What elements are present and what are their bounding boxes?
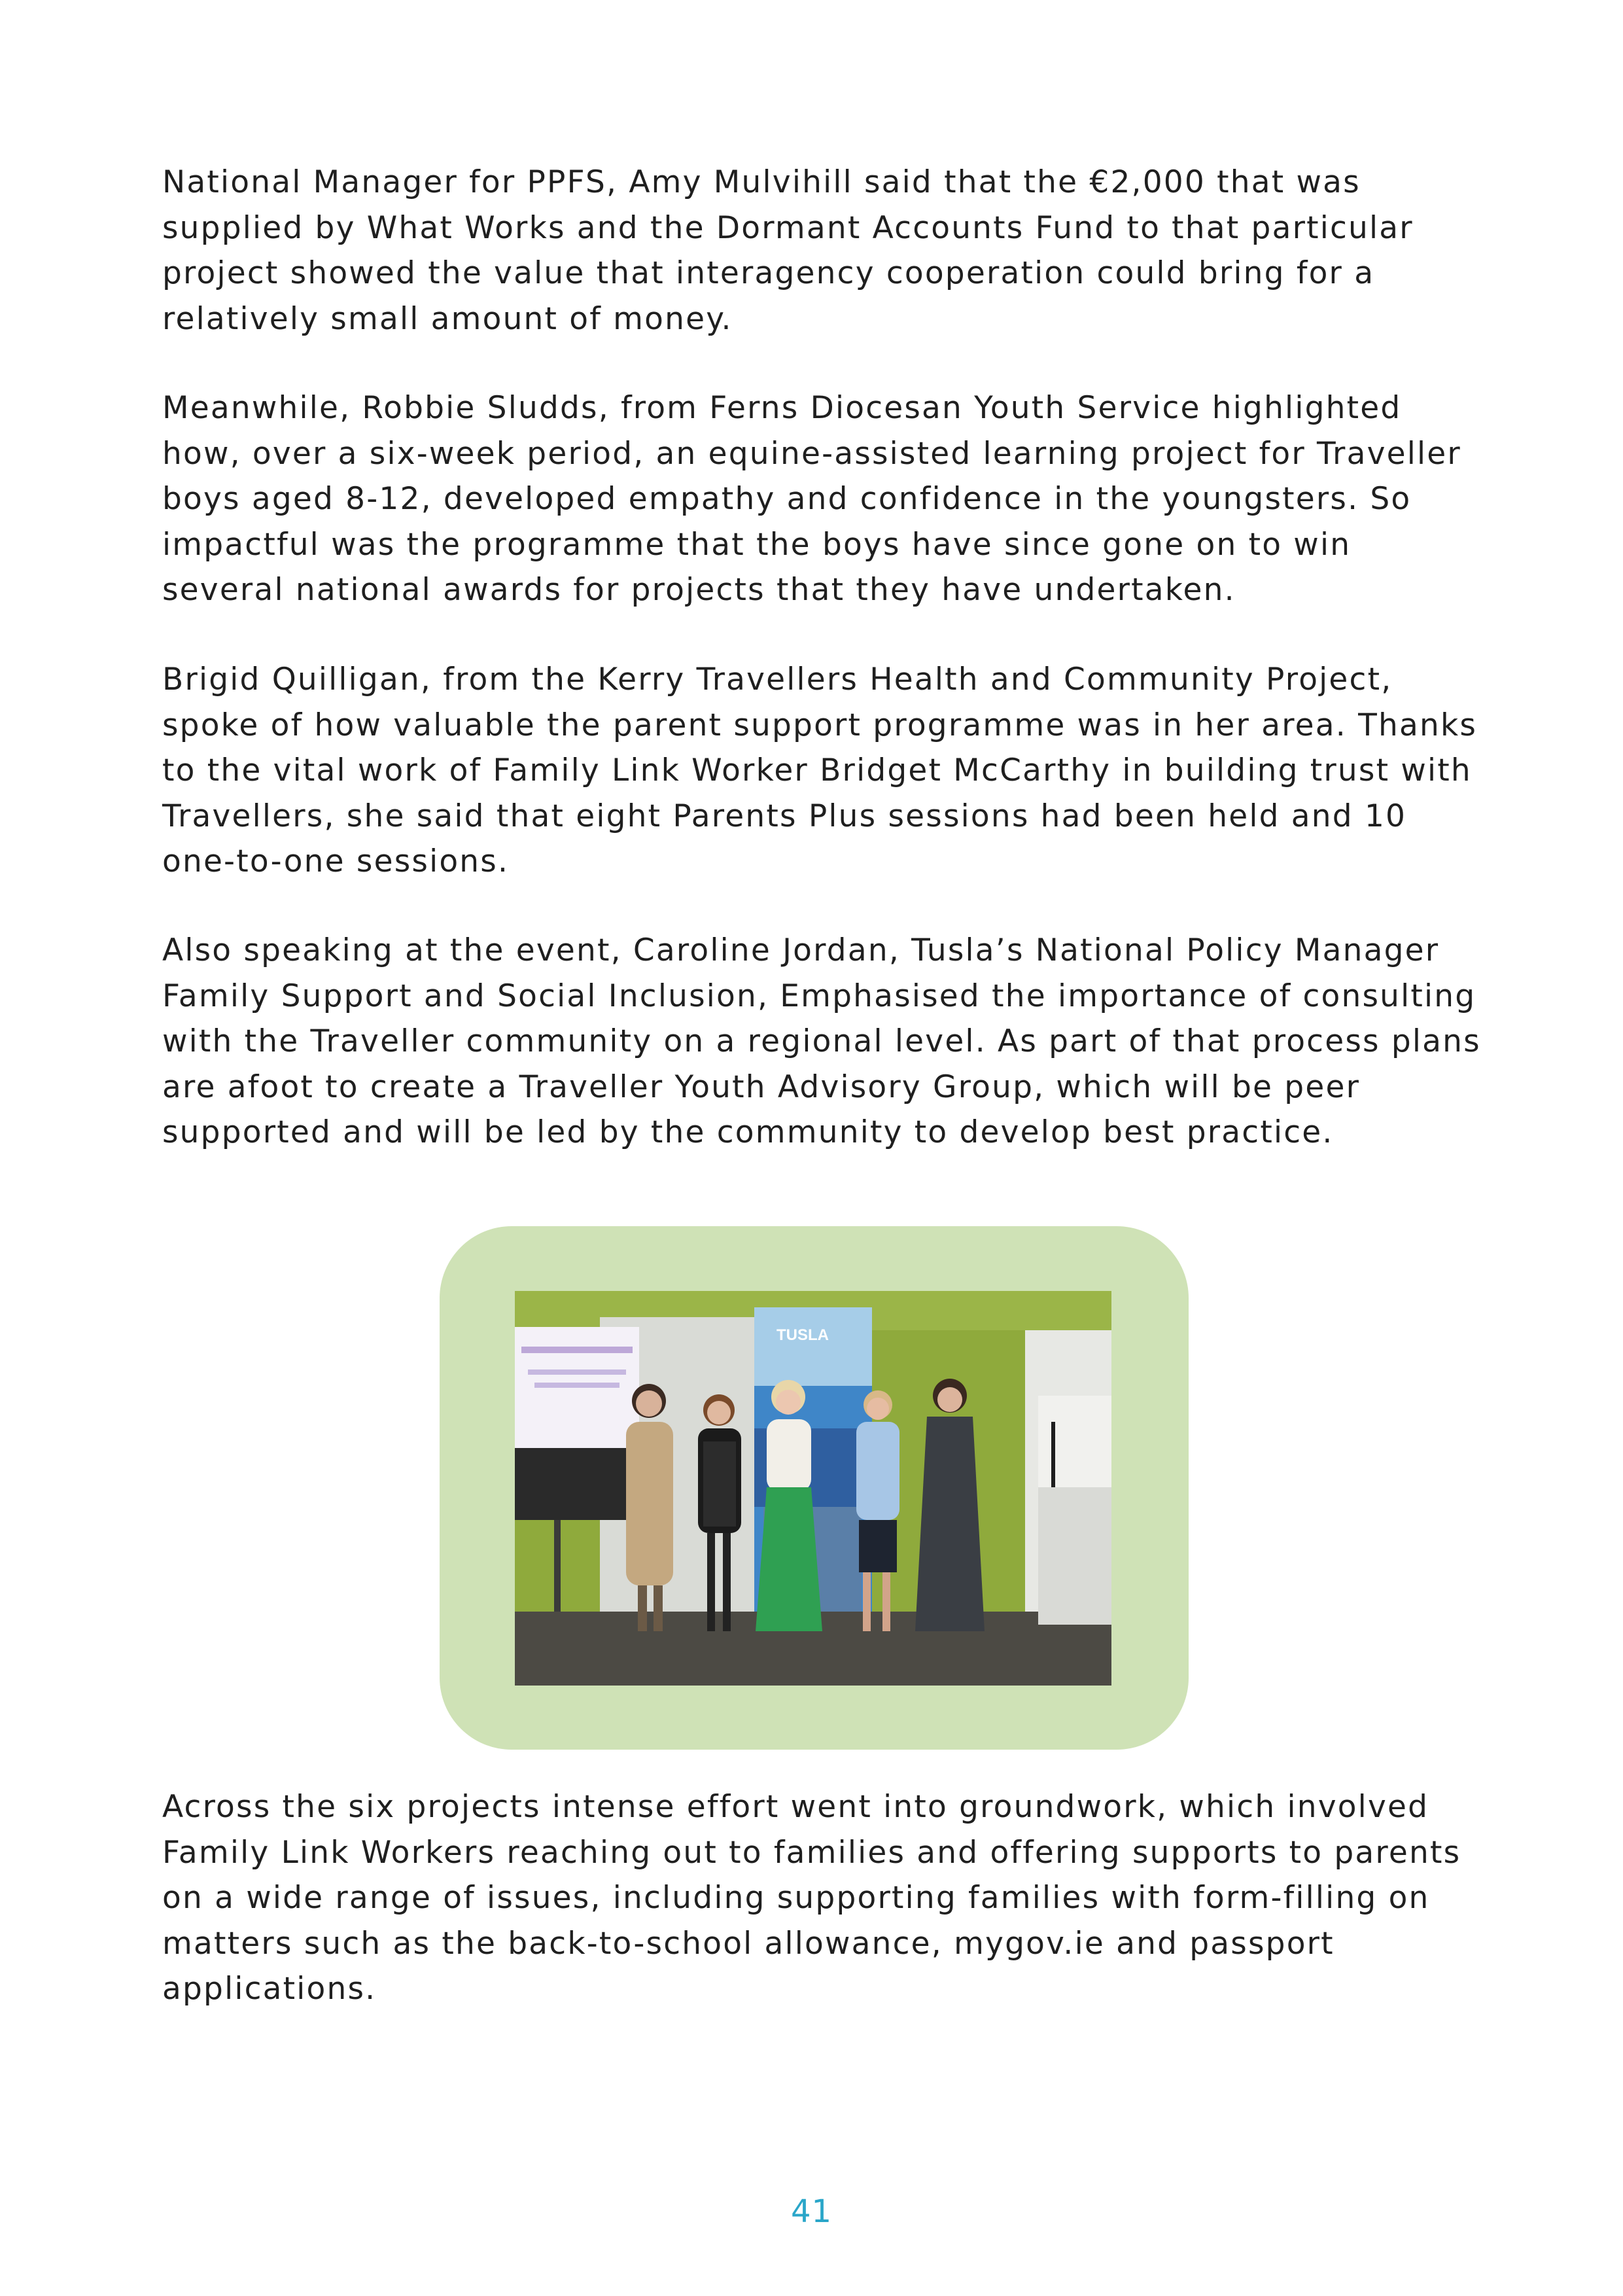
page-number: 41 <box>790 2193 833 2230</box>
event-photo-illustration <box>515 1291 1111 1686</box>
paragraph-3: Brigid Quilligan, from the Kerry Travellers Health and Community Project, spoke of how valuable the parent support programme was in her area. Thanks to the vital work of Family Link Worker Bridget McCarthy in building trust with Travellers, she said that eight Parents Plus sessions had been held and 10 one-to-one sessions. <box>162 662 1478 879</box>
paragraph-2: Meanwhile, Robbie Sludds, from Ferns Diocesan Youth Service highlighted how, over a six-week period, an equine-assisted learning project for Traveller boys aged 8-12, developed empathy and confidence in the youngsters. So impactful was the programme that the boys have since gone on to win several national awards for projects that they have undertaken. <box>162 390 1461 608</box>
paragraph-4: Also speaking at the event, Caroline Jordan, Tusla’s National Policy Manager Family Support and Social Inclusion, Emphasised the importance of consulting with the Traveller community on a regional level. As part of that process plans are afoot to create a Traveller Youth Advisory Group, which will be peer supported and will be led by the community to develop best practice. <box>162 932 1481 1150</box>
paragraph-1: National Manager for PPFS, Amy Mulvihill said that the €2,000 that was supplied by What Works and the Dormant Accounts Fund to that particular project showed the value that interagency cooperation could bring for a relatively small amount of money. <box>162 164 1414 337</box>
event-photo <box>515 1291 1111 1686</box>
paragraph-5: Across the six projects intense effort went into groundwork, which involved Family Link Workers reaching out to families and offering supports to parents on a wide range of issues, including supporting families with form-filling on matters such as the back-to-school allowance, mygov.ie and passport applications. <box>162 1789 1461 2007</box>
banner-text: TUSLA <box>777 1326 829 1344</box>
